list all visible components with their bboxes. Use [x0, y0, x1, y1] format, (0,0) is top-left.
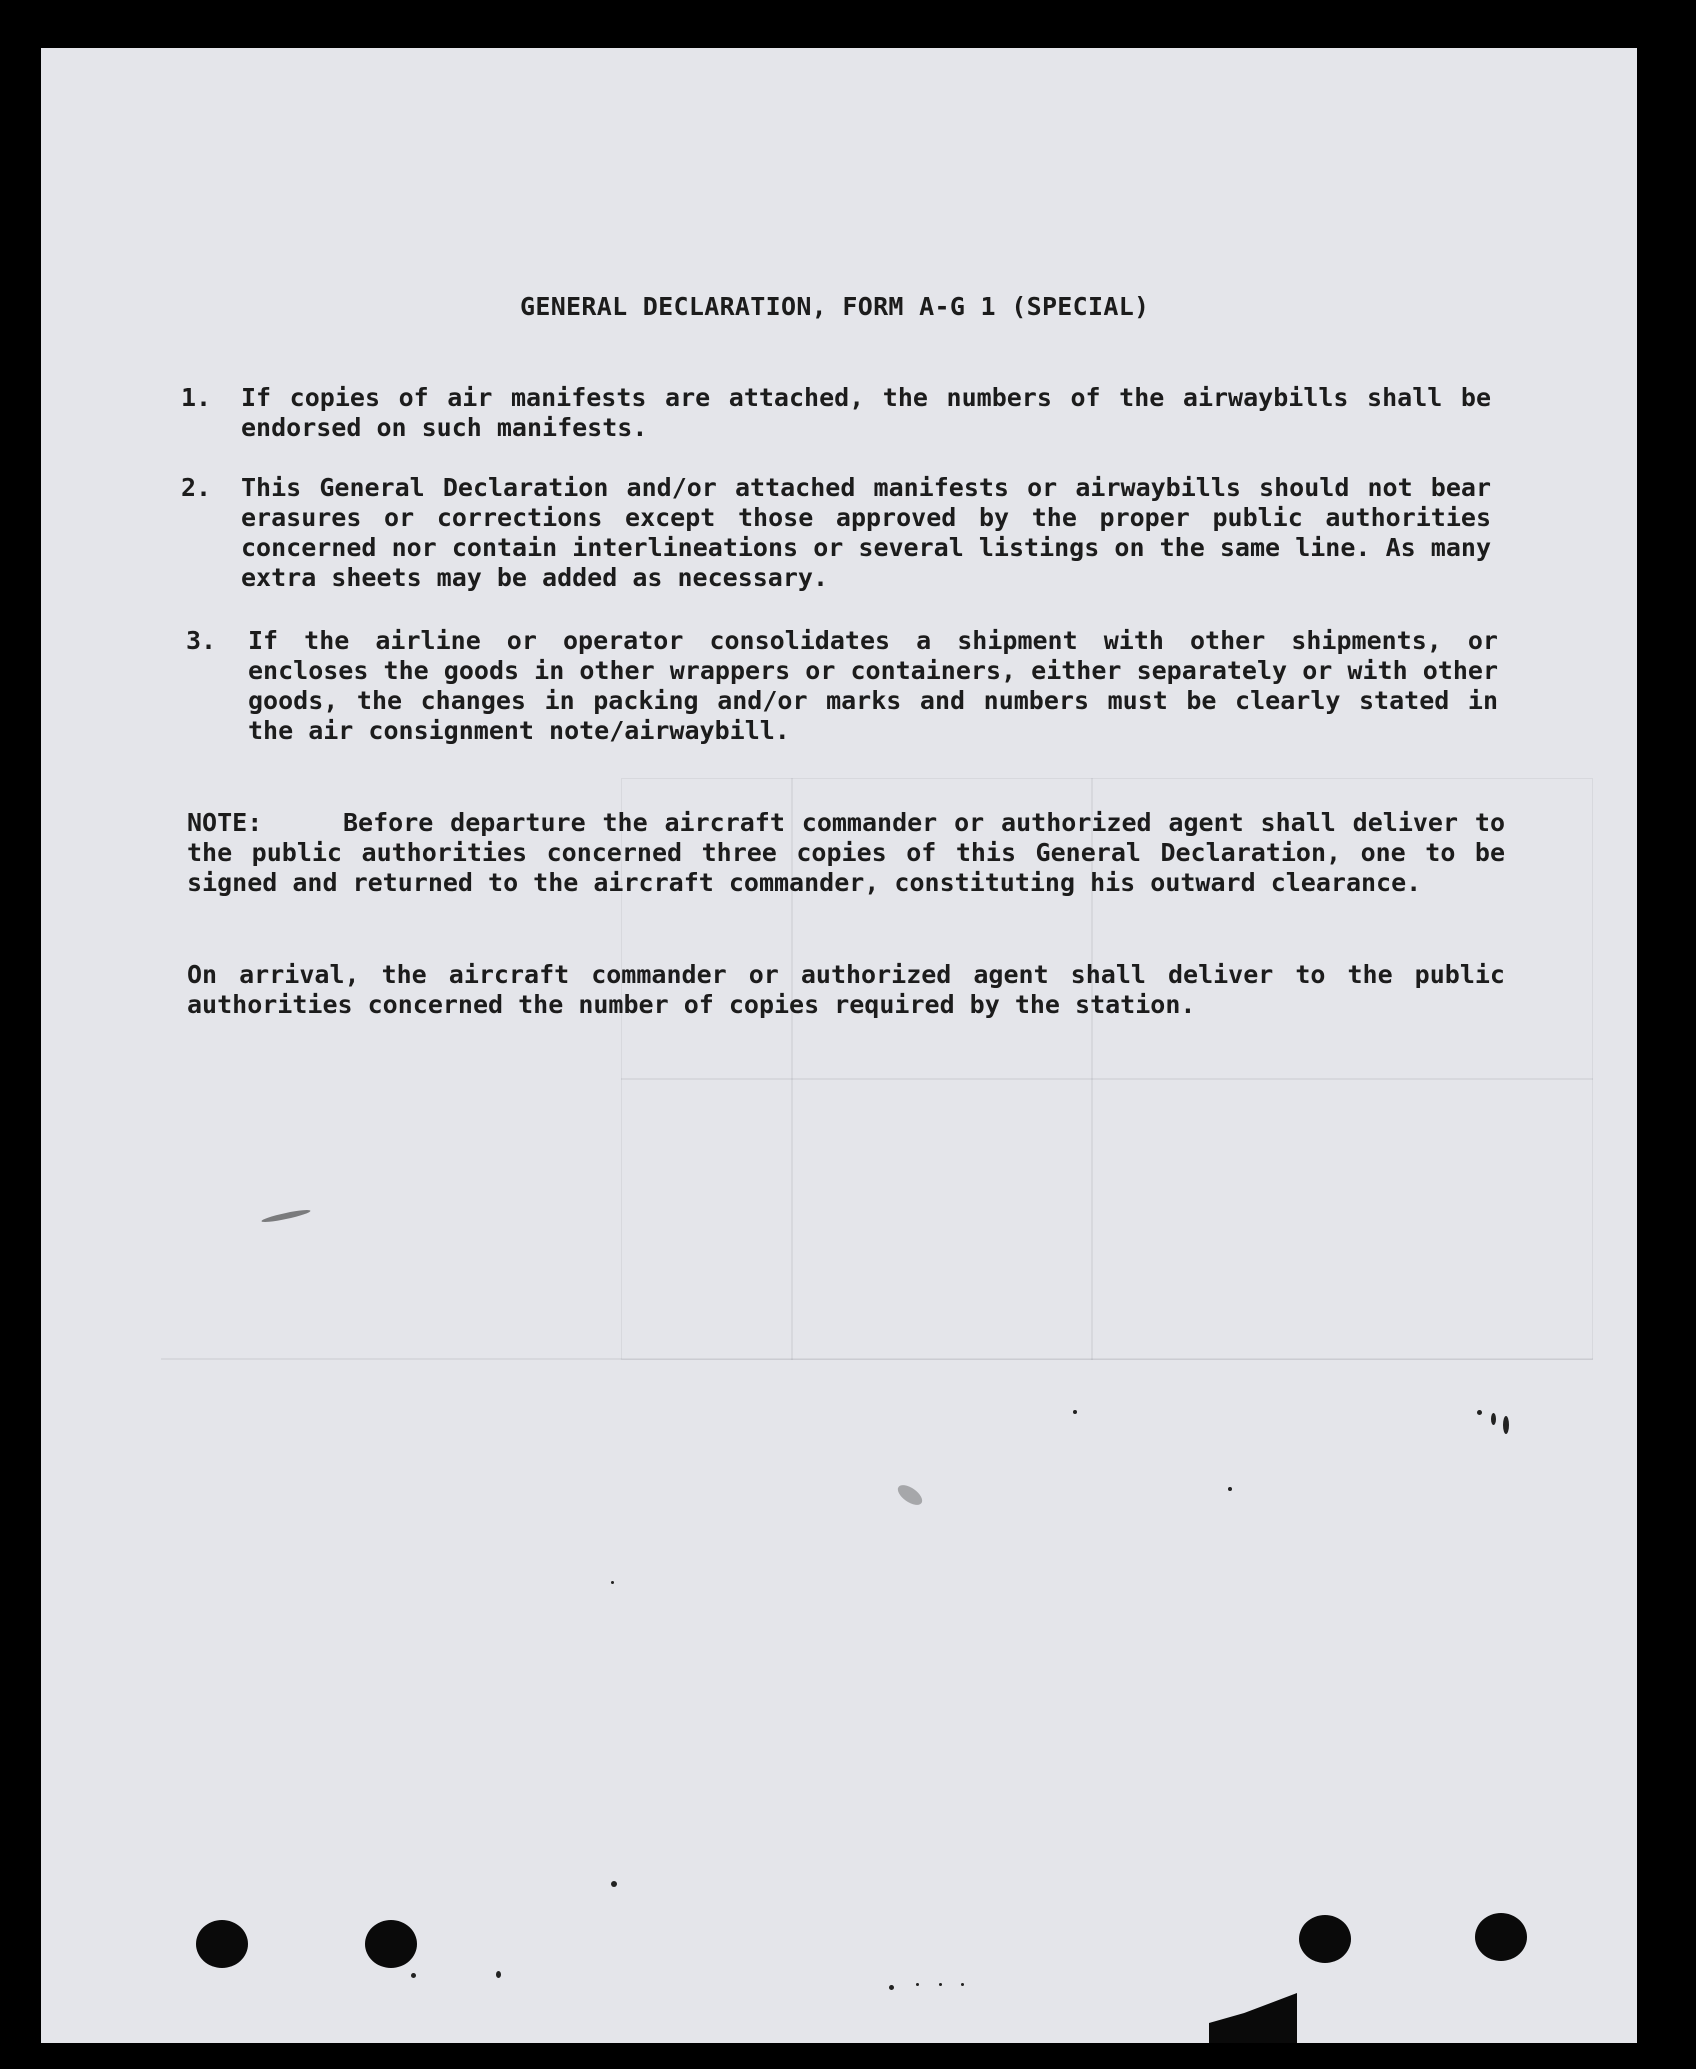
speck [1503, 1416, 1509, 1434]
speck [939, 1983, 942, 1986]
item-number: 3. [186, 626, 217, 655]
punch-hole [1475, 1913, 1527, 1961]
note-paragraph [187, 808, 1505, 898]
speck [1491, 1413, 1496, 1425]
arrival-paragraph: On arrival, the aircraft commander or authorized agent shall deliver to the public authorities concerned the number of copies required by the station. [187, 960, 1505, 1019]
bleed-through-line [621, 1078, 1593, 1080]
speck [961, 1983, 964, 1986]
punch-hole [1299, 1915, 1351, 1963]
bleed-through-line [161, 1358, 1593, 1360]
item-text: If the airline or operator consolidates a shipment with other shipments, or encloses the goods in other wrappers or containers, either separately or with other goods, the changes in packing and/or marks and numbers must be clearly stated in the air consignment note/airwaybill. [248, 626, 1498, 745]
ink-smudge [261, 1208, 311, 1224]
item-number: 2. [181, 473, 212, 502]
ink-smudge [895, 1481, 926, 1509]
note-text: Before departure the aircraft commander or authorized agent shall deliver to the public authorities concerned three copies of this General Declaration, one to be signed and returned to the aircraft commander, constituting his outward clearance. [187, 808, 1505, 897]
item-text: If copies of air manifests are attached, the numbers of the airwaybills shall be endorsed on such manifests. [241, 383, 1491, 442]
speck [1477, 1410, 1482, 1415]
speck [1073, 1410, 1077, 1414]
document-page [41, 48, 1637, 2043]
punch-hole [365, 1920, 417, 1968]
torn-corner [1209, 1993, 1297, 2043]
speck [611, 1581, 614, 1584]
item-number: 1. [181, 383, 212, 412]
document-title: GENERAL DECLARATION, FORM A-G 1 (SPECIAL) [520, 292, 1150, 321]
speck [496, 1971, 501, 1978]
item-text: This General Declaration and/or attached manifests or airwaybills should not bear erasures or corrections except those approved by the proper public authorities concerned nor contain interlineations or several listings on the same line. As many extra sheets may be added as necessary. [241, 473, 1491, 592]
speck [611, 1881, 617, 1887]
punch-hole [196, 1920, 248, 1968]
speck [411, 1973, 416, 1978]
note-label: NOTE: [187, 808, 263, 837]
speck [889, 1985, 894, 1990]
speck [916, 1983, 919, 1986]
speck [1228, 1487, 1232, 1491]
